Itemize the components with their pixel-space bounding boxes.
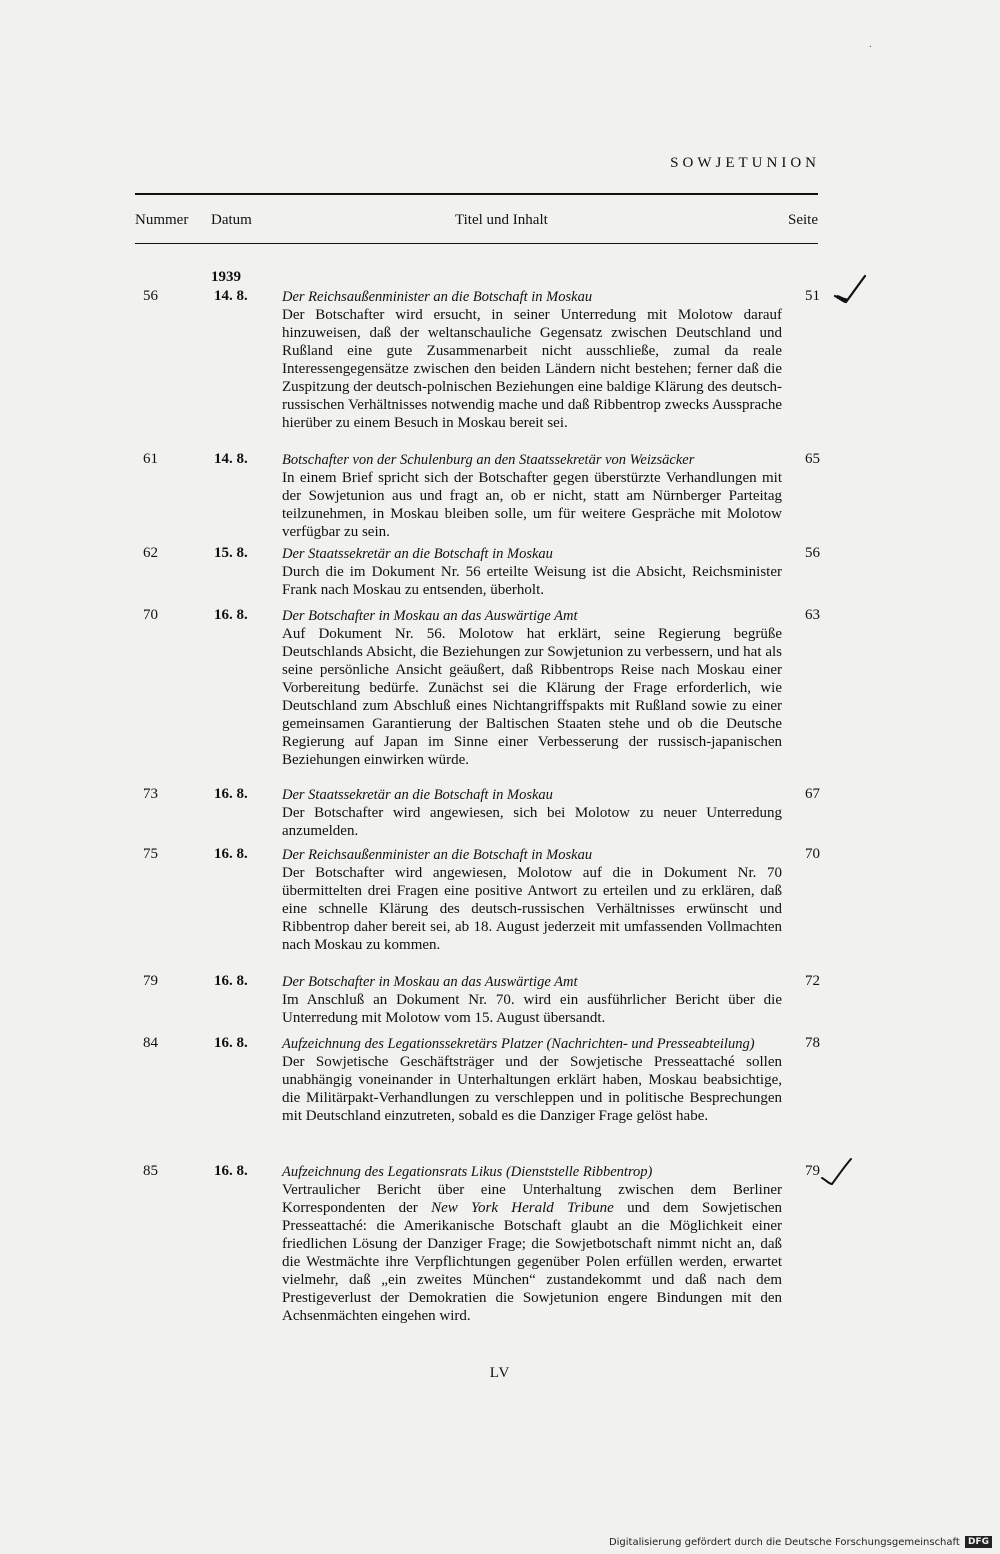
table-row [135,846,820,953]
column-header-date: Datum [211,212,252,228]
entry-date: 16. 8. [214,1163,248,1179]
entry-summary: Auf Dokument Nr. 56. Molotow hat erklärt, seine Regierung begrüße Deutschlands Absicht, die Beziehungen zur Sowjetunion zu verbessern, und hat als seine persönliche Ansicht geäußert, daß Ribbentrops Reise nach Moskau einer Vorbereitung bedürfe. Zunächst sei die Klärung der Frage erforderlich, wie Deutschland zum Abschluß eines Nichtangriffspakts mit Rußland sowie zu einer gemeinsamen Garantierung der Baltischen Staaten stehe und ob die Deutsche Regierung auf Japan im Sinne einer Verbesserung der russisch-japanischen Beziehungen einwirken würde. [282,626,782,768]
entry-summary-part: Vertraulicher Bericht über eine Unterhaltung zwischen dem Berliner Korrespondenten der [282,1182,782,1216]
checkmark-icon [820,1156,854,1190]
entry-number: 85 [143,1163,158,1179]
entry-title: Der Botschafter in Moskau an das Auswärtige Amt [282,608,578,624]
entry-page: 56 [805,545,820,561]
entry-page: 78 [805,1035,820,1051]
entry-summary: Der Botschafter wird angewiesen, sich bei Molotow zu neuer Unterredung anzumelden. [282,805,782,839]
entry-summary-part: und dem Sowjetischen Presseattaché: die Amerikanische Botschaft glaubt an die Möglichkeit einer friedlichen Lösung der Danziger Frage; die Sowjetbotschaft nimmt nicht an, daß die Westmächte ihre Verpflichtungen gegenüber Polen erfüllen werden, erwartet vielmehr, daß „ein zweites München“ zustandekommt und daß nach dem Prestigeverlust der Demokratien die Sowjetunion engere Bindungen mit den Achsenmächten eingehen wird. [282,1200,782,1324]
newspaper-name: New York Herald Tribune [431,1200,614,1216]
entry-page: 79 [805,1163,820,1179]
entry-date: 15. 8. [214,545,248,561]
entry-date: 16. 8. [214,973,248,989]
entry-date: 16. 8. [214,786,248,802]
entry-title: Der Staatssekretär an die Botschaft in Moskau [282,787,553,803]
table-row [135,1035,820,1124]
dfg-logo: DFG [965,1536,992,1548]
column-header-title: Titel und Inhalt [455,212,548,228]
page-number: LV [489,1365,511,1381]
header-rule-top [135,193,818,195]
entry-summary: Durch die im Dokument Nr. 56 erteilte Weisung ist die Absicht, Reichsminister Frank nach Moskau zu entsenden, überholt. [282,564,782,598]
entry-summary: Der Sowjetische Geschäftsträger und der Sowjetische Presseattaché sollen unabhängig voneinander in Unterhaltungen erklärt haben, Moskau beabsichtige, die Militärpakt-Verhandlungen zu verschleppen und in politische Besprechungen mit Deutschland einzutreten, sobald es die Danziger Frage gelöst habe. [282,1054,782,1124]
entry-number: 73 [143,786,158,802]
checkmark-icon [832,272,868,308]
entry-page: 70 [805,846,820,862]
entry-number: 79 [143,973,158,989]
footer-text: Digitalisierung gefördert durch die Deutsche Forschungsgemeinschaft [608,1537,960,1548]
entry-title: Der Staatssekretär an die Botschaft in Moskau [282,546,553,562]
entry-title: Aufzeichnung des Legationssekretärs Platzer (Nachrichten- und Presseabteilung) [282,1036,755,1052]
funding-footer [609,1536,992,1548]
entry-number: 62 [143,545,158,561]
running-head: SOWJETUNION [670,155,820,171]
entry-title: Der Botschafter in Moskau an das Auswärtige Amt [282,974,578,990]
entry-title: Aufzeichnung des Legationsrats Likus (Dienststelle Ribbentrop) [282,1164,653,1180]
entry-date: 16. 8. [214,846,248,862]
entry-number: 61 [143,451,158,467]
entry-summary: Der Botschafter wird angewiesen, Molotow auf die in Dokument Nr. 70 übermittelten drei Fragen eine positive Antwort zu erteilen und zu erklären, daß eine schnelle Klärung des deutsch-russischen Verhältnisses erwünscht und Ribbentrop daher bereit sei, ab 18. August jederzeit mit umfassenden Vollmachten nach Moskau zu kommen. [282,865,782,953]
entry-page: 65 [805,451,820,467]
entry-page: 63 [805,607,820,623]
entry-date: 14. 8. [214,451,248,467]
table-row [135,1163,820,1324]
entry-date: 16. 8. [214,1035,248,1051]
column-header-number: Nummer [135,212,189,228]
header-rule-bottom [135,243,818,244]
entry-page: 72 [805,973,820,989]
entry-summary: In einem Brief spricht sich der Botschafter gegen überstürzte Verhandlungen mit der Sowjetunion aus und fragt an, ob er nicht, statt am Nürnberger Parteitag teilzunehmen, in Moskau bleiben solle, um für weitere Gespräche mit Molotow verfügbar zu sein. [282,470,782,540]
table-row [135,973,820,1026]
entry-title: Der Reichsaußenminister an die Botschaft in Moskau [282,847,593,863]
entry-summary: Der Botschafter wird ersucht, in seiner Unterredung mit Molotow darauf hinzuweisen, daß der weltanschauliche Gegensatz zwischen Deutschland und Rußland eine gute Zusammenarbeit nicht ausschließe, zumal da reale Interessengegensätze zwischen den beiden Ländern nicht bestehen; ferner daß die Zuspitzung der deutsch-polnischen Beziehungen eine baldige Klärung des deutsch-russischen Verhältnisses notwendig mache und daß Ribbentrop zwecks Aussprache hierüber zu einem Besuch in Moskau bereit sei. [282,307,782,431]
entry-summary [282,1181,782,1325]
entry-summary: Im Anschluß an Dokument Nr. 70. wird ein ausführlicher Bericht über die Unterredung mit Molotow vom 15. August übersandt. [282,992,782,1026]
entry-title: Der Reichsaußenminister an die Botschaft in Moskau [282,289,593,305]
entry-number: 56 [143,288,158,304]
entry-number: 70 [143,607,158,623]
table-row [135,288,820,431]
entry-title: Botschafter von der Schulenburg an den Staatssekretär von Weizsäcker [282,452,695,468]
entry-date: 16. 8. [214,607,248,623]
entry-page: 51 [805,288,820,304]
table-row [135,786,820,839]
table-row [135,607,820,768]
year-label: 1939 [211,269,241,285]
entry-date: 14. 8. [214,288,248,304]
table-row [135,451,820,540]
entry-page: 67 [805,786,820,802]
column-header-page: Seite [788,212,818,228]
page-speck: · [868,42,872,53]
entry-number: 75 [143,846,158,862]
table-row [135,545,820,598]
entry-number: 84 [143,1035,158,1051]
